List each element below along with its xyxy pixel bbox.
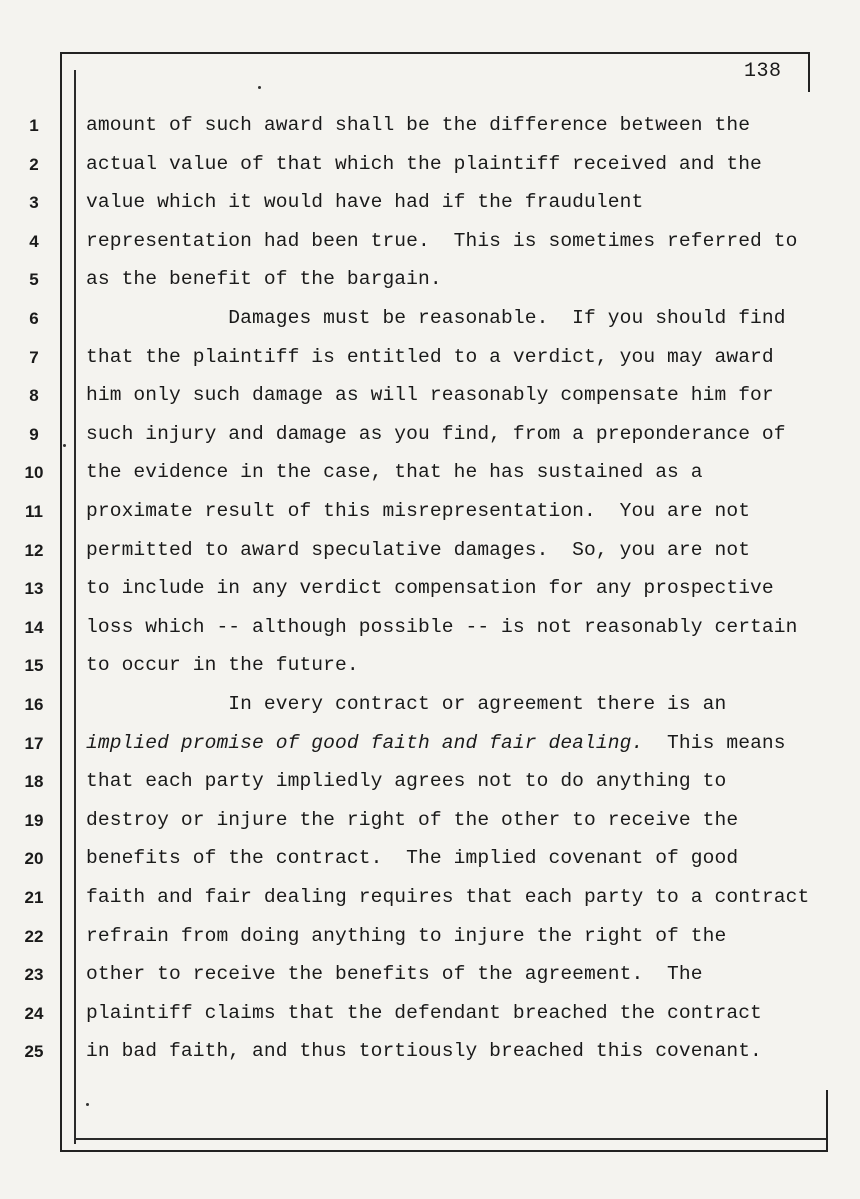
line-text-pre: In every contract or agreement there is an <box>86 693 727 715</box>
line-number: 6 <box>29 309 39 328</box>
line-text-pre: Damages must be reasonable. If you should find <box>86 307 786 329</box>
line-text-em: implied promise of good faith and fair dealing. <box>86 731 644 754</box>
line-text-pre: other to receive the benefits of the agreement. The <box>86 963 703 986</box>
line-text-pre: proximate result of this misrepresentation. You are not <box>86 500 751 522</box>
line-text-pre: refrain from doing anything to injure the right of the <box>86 924 727 947</box>
line-text-pre: benefits of the contract. The implied covenant of good <box>86 847 739 870</box>
transcript-line <box>86 539 750 561</box>
line-text-pre: the evidence in the case, that he has sustained as a <box>86 461 703 484</box>
transcript-line <box>86 153 762 175</box>
line-number: 20 <box>24 849 44 869</box>
transcript-line <box>86 654 359 676</box>
transcript-line <box>86 423 786 445</box>
line-text-pre: to occur in the future. <box>86 654 359 677</box>
page-border-right-bottom <box>826 1090 828 1152</box>
transcript-line <box>86 732 786 754</box>
line-number: 9 <box>29 424 39 444</box>
line-number: 16 <box>24 695 44 714</box>
line-text-pre: actual value of that which the plaintiff received and the <box>86 152 762 175</box>
transcript-line <box>86 346 774 368</box>
line-number: 7 <box>29 347 39 367</box>
transcript-line <box>86 307 786 329</box>
transcript-line <box>86 1040 762 1062</box>
line-number: 25 <box>24 1042 44 1062</box>
page-number: 138 <box>744 60 782 83</box>
line-text-pre: in bad faith, and thus tortiously breached this covenant. <box>86 1040 762 1063</box>
transcript-line <box>86 461 703 483</box>
page-border-left <box>60 52 62 1152</box>
transcript-line <box>86 577 774 599</box>
line-number: 14 <box>24 617 44 637</box>
line-text-pre: amount of such award shall be the difference between the <box>86 114 751 136</box>
line-number: 3 <box>29 193 39 213</box>
line-number-rule <box>74 70 76 1144</box>
line-text-pre: loss which -- although possible -- is not reasonably certain <box>86 615 798 638</box>
line-number: 15 <box>24 656 44 676</box>
line-text-pre: permitted to award speculative damages. So, you are not <box>86 538 751 561</box>
transcript-line <box>86 500 750 522</box>
scan-speck <box>86 1103 89 1106</box>
line-number: 23 <box>24 965 44 985</box>
line-number: 10 <box>24 463 44 483</box>
scan-speck <box>258 86 261 89</box>
line-text-pre: destroy or injure the right of the other to receive the <box>86 808 739 831</box>
line-text-pre: faith and fair dealing requires that each party to a contract <box>86 886 810 908</box>
line-text-pre: such injury and damage as you find, from a preponderance of <box>86 422 786 445</box>
line-text-pre: that the plaintiff is entitled to a verdict, you may award <box>86 345 774 368</box>
line-number: 13 <box>24 579 44 599</box>
transcript-line <box>86 809 738 831</box>
line-text-pre: that each party impliedly agrees not to do anything to <box>86 770 727 793</box>
page-border-bottom <box>60 1150 828 1152</box>
line-number: 4 <box>29 231 39 251</box>
line-number: 12 <box>24 540 44 560</box>
line-number: 17 <box>24 733 44 753</box>
line-number: 22 <box>24 926 44 946</box>
transcript-line <box>86 191 643 213</box>
line-text-pre: representation had been true. This is sometimes referred to <box>86 229 798 252</box>
line-number: 21 <box>24 888 44 907</box>
transcript-line <box>86 886 809 908</box>
line-number: 2 <box>29 154 39 174</box>
line-number: 11 <box>25 502 43 521</box>
line-text-post: This means <box>643 731 786 754</box>
line-number: 19 <box>24 810 44 830</box>
line-text-pre: plaintiff claims that the defendant breached the contract <box>86 1001 762 1024</box>
transcript-line <box>86 230 798 252</box>
line-number: 18 <box>24 772 44 792</box>
transcript-line <box>86 925 726 947</box>
transcript-line <box>86 847 738 869</box>
line-text-pre: value which it would have had if the fraudulent <box>86 191 644 214</box>
line-number: 1 <box>29 116 39 135</box>
transcript-line <box>86 384 774 406</box>
line-number: 24 <box>24 1003 44 1023</box>
transcript-line <box>86 268 442 290</box>
page-border-right-top <box>808 52 810 92</box>
transcript-line <box>86 963 703 985</box>
scan-speck <box>63 444 66 447</box>
line-text-pre: to include in any verdict compensation for any prospective <box>86 577 774 600</box>
line-text-pre: as the benefit of the bargain. <box>86 268 442 291</box>
transcript-line <box>86 114 750 136</box>
line-text-pre: him only such damage as will reasonably compensate him for <box>86 384 774 407</box>
page-border-top <box>60 52 808 54</box>
transcript-line <box>86 616 798 638</box>
line-number: 8 <box>29 386 39 406</box>
transcript-line <box>86 1002 762 1024</box>
text-area-bottom-rule <box>74 1138 826 1140</box>
transcript-line <box>86 693 726 715</box>
line-number: 5 <box>29 270 39 290</box>
transcript-line <box>86 770 726 792</box>
